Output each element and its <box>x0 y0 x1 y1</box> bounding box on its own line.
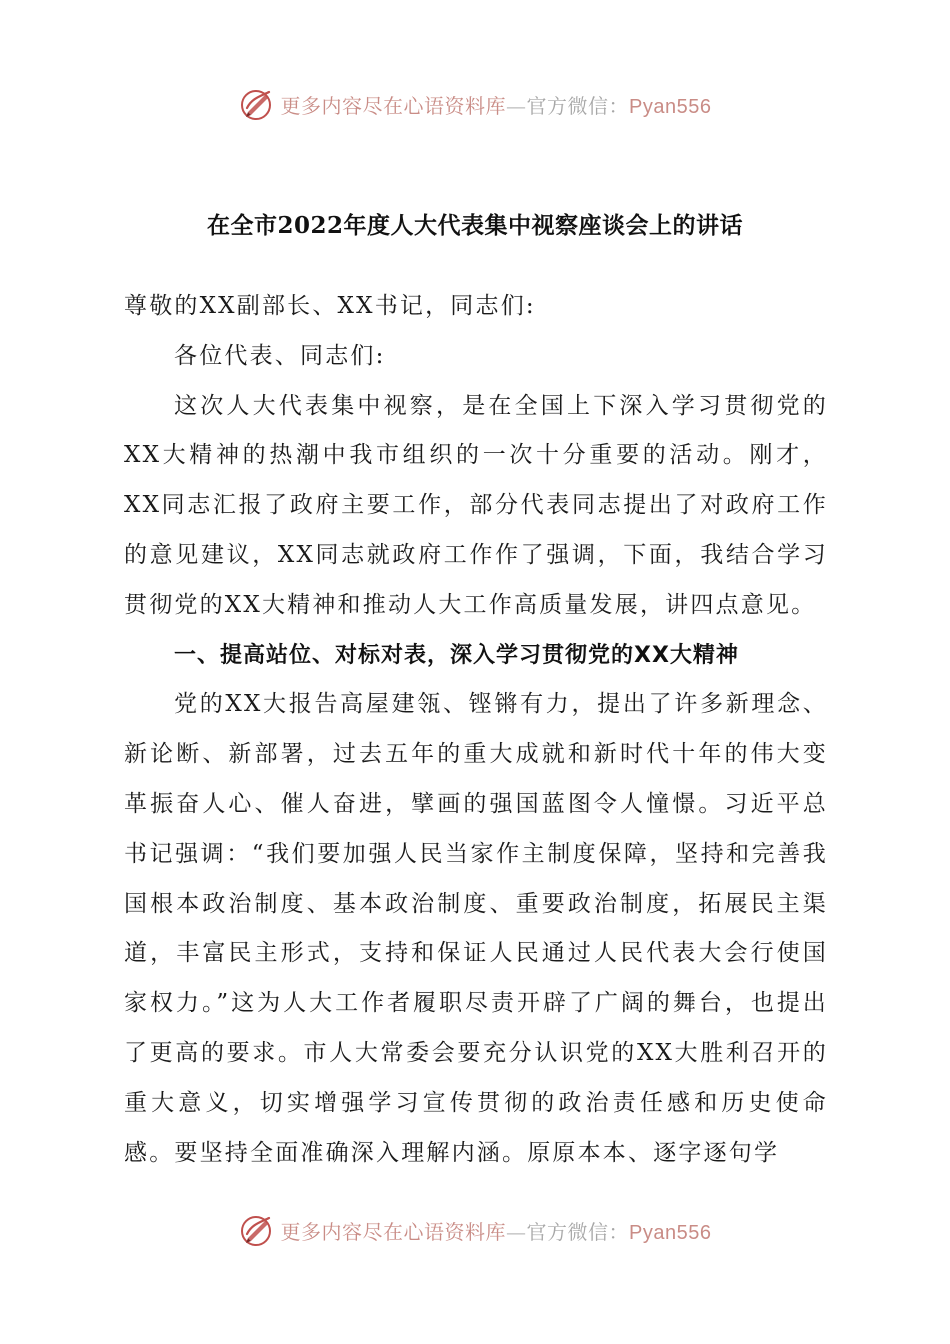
watermark-separator: — <box>506 93 527 118</box>
section-paragraph: 党的XX大报告高屋建瓴、铿锵有力，提出了许多新理念、新论断、新部署，过去五年的重大成就和新时代十年的伟大变革振奋人心、催人奋进，擘画的强国蓝图令人憧憬。习近平总书记强调：“我们要加强人民当家作主制度保障，坚持和完善我国根本政治制度、基本政治制度、重要政治制度，拓展民主渠道，丰富民主形式，支持和保证人民通过人民代表大会行使国家权力。”这为人大工作者履职尽责开辟了广阔的舞台，也提出了更高的要求。市人大常委会要充分认识党的XX大胜利召开的重大意义，切实增强学习宣传贯彻的政治责任感和历史使命感。要坚持全面准确深入理解内涵。原原本本、逐字逐句学 <box>124 691 828 1166</box>
intro-paragraph: 这次人大代表集中视察，是在全国上下深入学习贯彻党的XX大精神的热潮中我市组织的一次十分重要的活动。刚才，XX同志汇报了政府主要工作，部分代表同志提出了对政府工作的意见建议，XX同志就政府工作作了强调，下面，我结合学习贯彻党的XX大精神和推动人大工作高质量发展，讲四点意见。 <box>124 392 828 618</box>
watermark-separator: — <box>506 1219 527 1244</box>
watermark-main: 更多内容尽在心语资料库 <box>280 93 507 118</box>
salutation: 尊敬的XX副部长、XX书记，同志们: <box>124 293 536 319</box>
greeting: 各位代表、同志们: <box>174 342 386 369</box>
document-body <box>124 282 828 1178</box>
watermark-label: 官方微信： <box>526 93 630 118</box>
document-title: 在全市2022年度人大代表集中视察座谈会上的讲话 <box>206 212 743 239</box>
watermark-main: 更多内容尽在心语资料库 <box>280 1219 507 1244</box>
watermark-header <box>0 84 950 124</box>
watermark-label: 官方微信： <box>526 1219 630 1244</box>
watermark-footer <box>0 1210 950 1250</box>
watermark-text <box>281 90 712 119</box>
pen-logo-icon <box>239 86 275 122</box>
watermark-id: Pyan556 <box>629 95 712 118</box>
watermark-id: Pyan556 <box>629 1221 712 1244</box>
watermark-text <box>281 1216 712 1245</box>
section-heading: 一、提高站位、对标对表，深入学习贯彻党的XX大精神 <box>174 642 739 668</box>
pen-logo-icon <box>239 1212 275 1248</box>
